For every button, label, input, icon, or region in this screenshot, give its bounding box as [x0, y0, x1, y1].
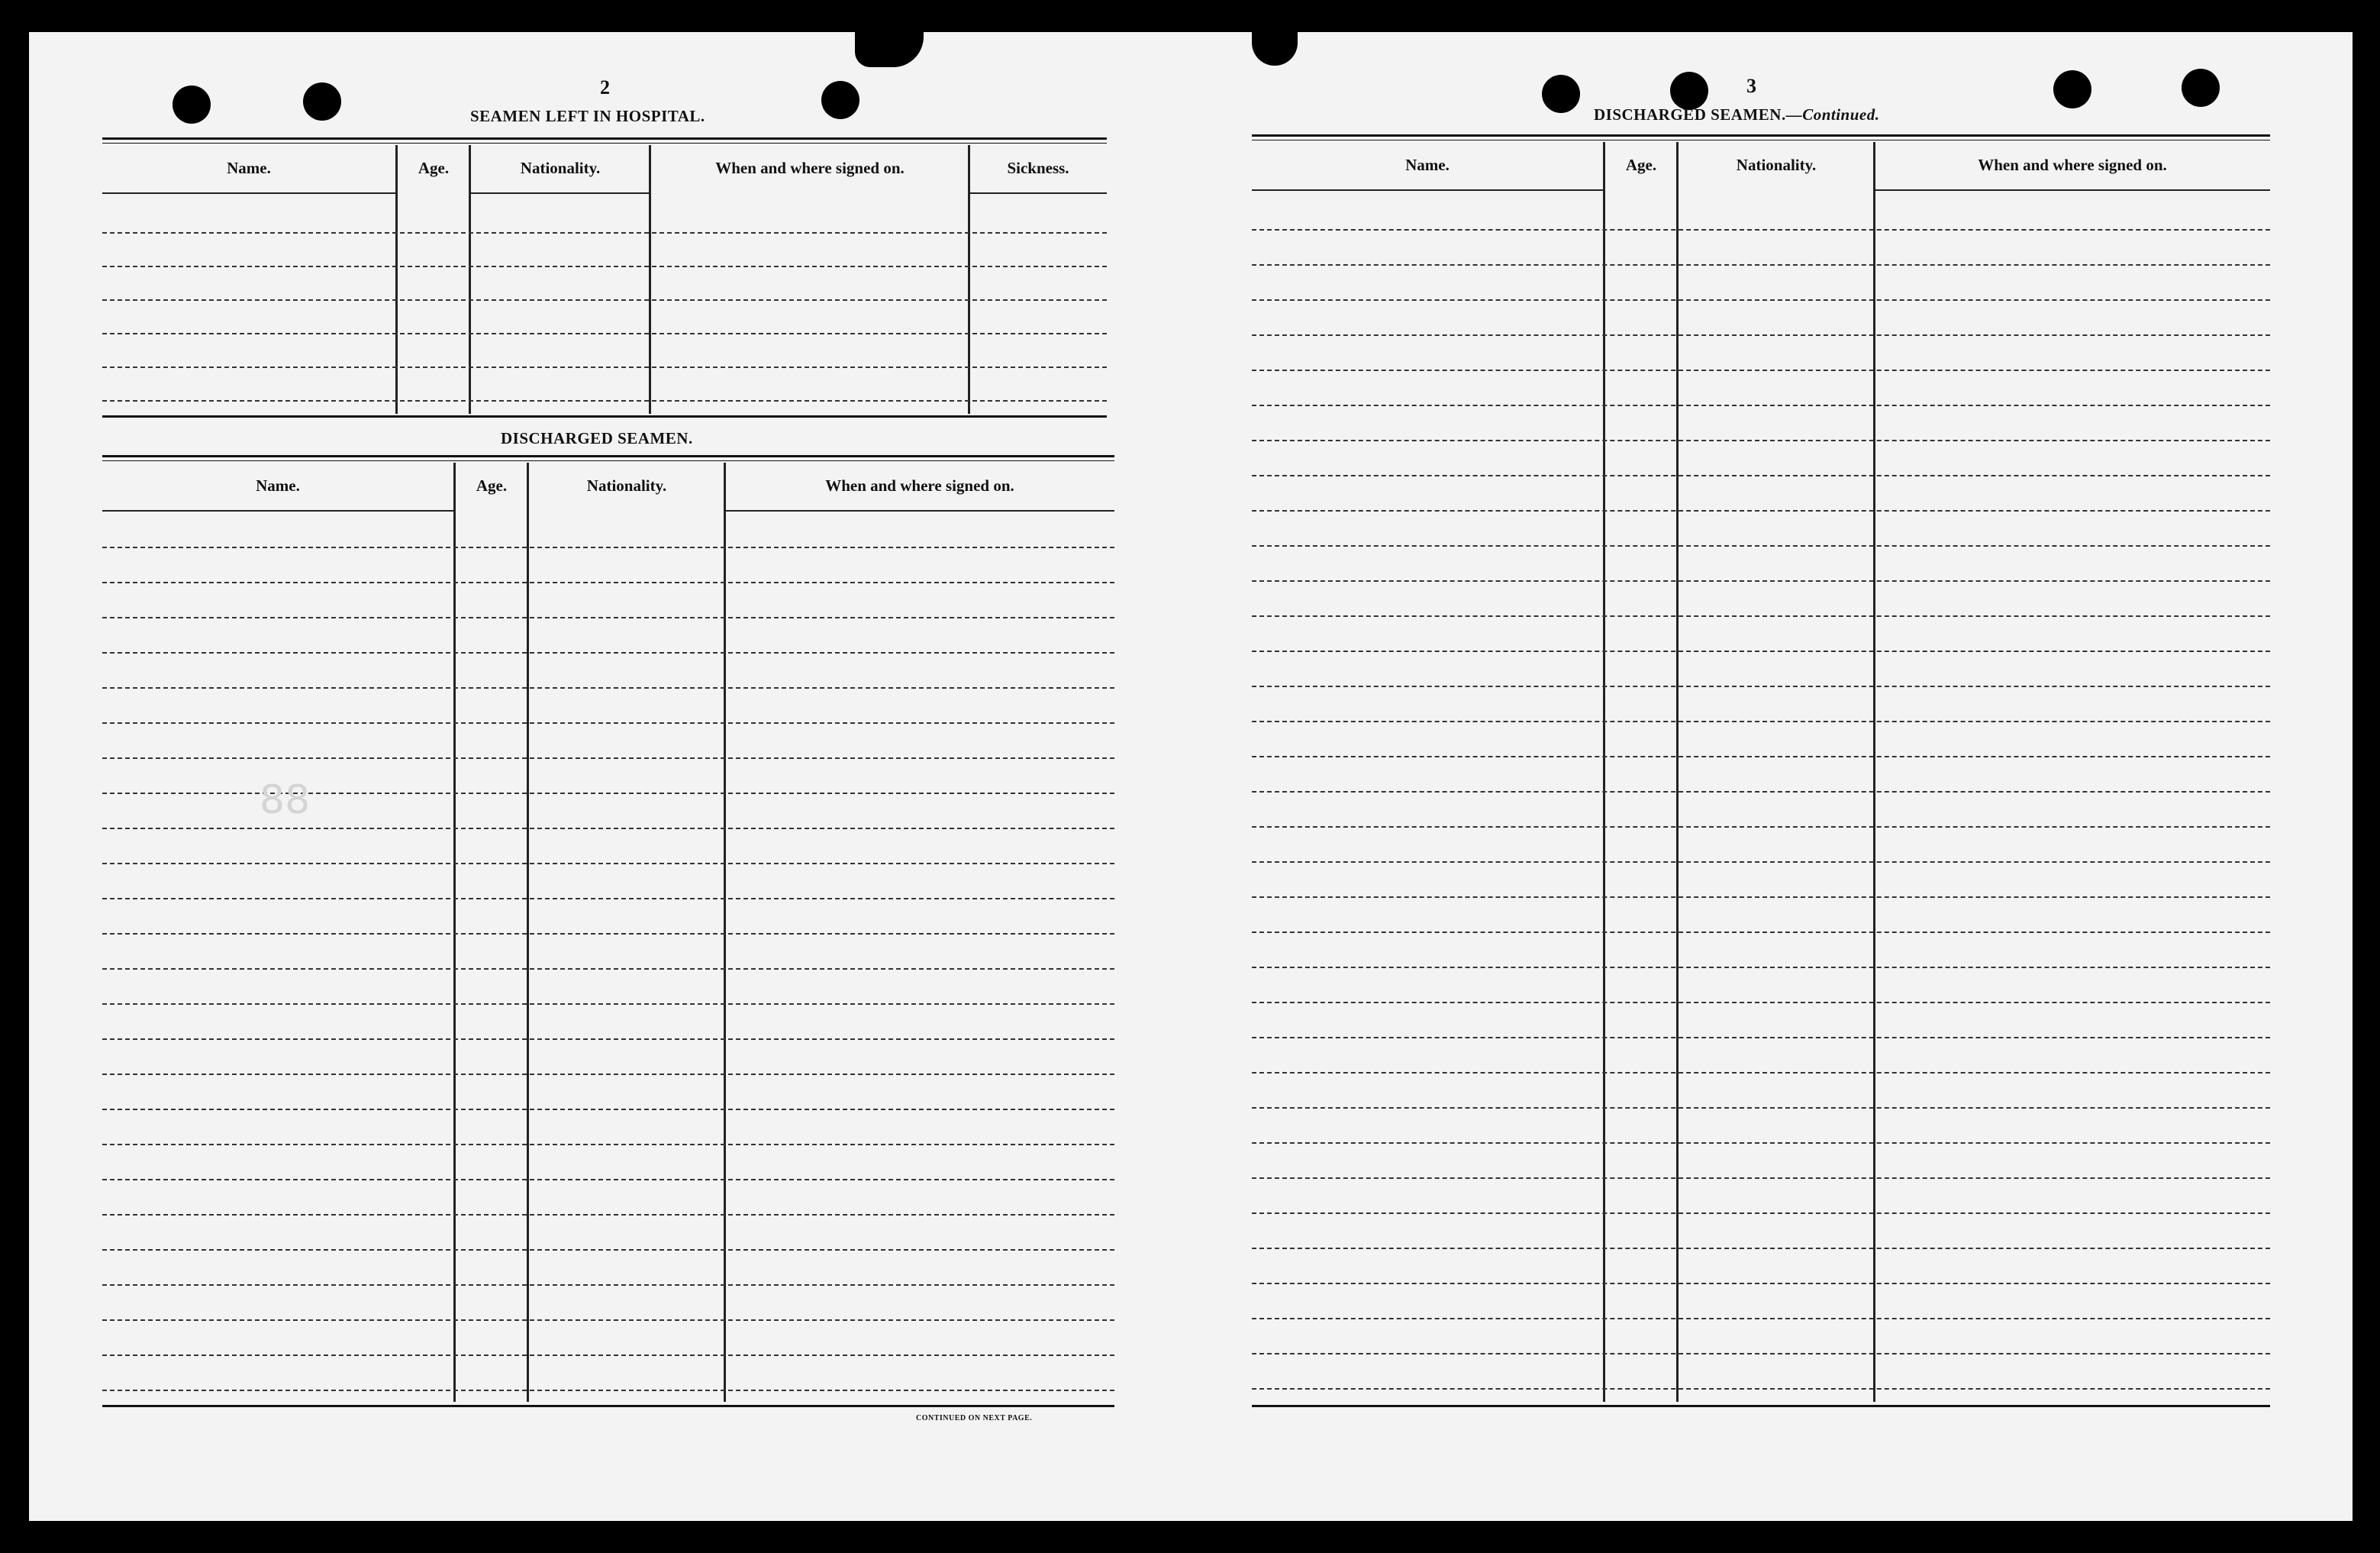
punch-hole: [1670, 72, 1708, 110]
table-row: [1252, 299, 2270, 301]
faint-stamp-mark: 88: [260, 777, 311, 823]
table-row: [1252, 791, 2270, 793]
table-row: [102, 933, 1114, 935]
table-row: [1252, 1283, 2270, 1284]
table-row: [1252, 405, 2270, 406]
table-row: [1252, 334, 2270, 336]
table-row: [102, 863, 1114, 864]
table-row: [1252, 967, 2270, 968]
table-row: [1252, 721, 2270, 722]
col-header-age: Age.: [1625, 156, 1657, 174]
table-row: [1252, 1002, 2270, 1003]
table-row: [1252, 1248, 2270, 1249]
table-row: [102, 1144, 1114, 1145]
table-row: [1252, 545, 2270, 547]
table-row: [1252, 440, 2270, 441]
table-row: [1252, 510, 2270, 512]
table-row: [1252, 229, 2270, 231]
table-row: [102, 898, 1114, 899]
punch-hole: [1542, 75, 1580, 113]
table-row: [1252, 896, 2270, 898]
col-header-nationality: Nationality.: [1736, 156, 1817, 174]
table-row: [1252, 861, 2270, 863]
table-row: [102, 547, 1114, 548]
right-section-title: [1594, 105, 1880, 124]
table-row: [102, 232, 1107, 234]
table-row: [102, 757, 1114, 759]
col-header-name: Name.: [227, 159, 271, 177]
table-row: [102, 793, 1114, 794]
col-header-age: Age.: [476, 476, 508, 495]
table-row: [102, 1179, 1114, 1180]
table-row: [1252, 1318, 2270, 1319]
table-row: [1252, 1142, 2270, 1144]
table-row: [1252, 1107, 2270, 1109]
table-row: [1252, 1037, 2270, 1038]
table-row: [102, 1038, 1114, 1040]
col-header-nationality: Nationality.: [586, 476, 667, 495]
table-row: [102, 1284, 1114, 1286]
punch-hole: [821, 81, 859, 119]
table-row: [102, 617, 1114, 618]
col-header-age: Age.: [418, 159, 450, 177]
col-header-name: Name.: [256, 476, 300, 495]
table-row: [1252, 475, 2270, 476]
col-header-name: Name.: [1405, 156, 1450, 174]
table-row: [102, 687, 1114, 689]
page-number-right: 3: [1746, 75, 1756, 97]
table-row: [102, 1003, 1114, 1005]
table-row: [102, 1074, 1114, 1075]
table-row: [102, 582, 1114, 583]
table-row: [102, 1390, 1114, 1391]
table-row: [1252, 686, 2270, 687]
hospital-section-title: SEAMEN LEFT IN HOSPITAL.: [470, 107, 705, 125]
table-row: [102, 1109, 1114, 1110]
discharged-section-title: DISCHARGED SEAMEN.: [501, 429, 693, 447]
col-header-sickness: Sickness.: [1007, 159, 1069, 177]
table-row: [102, 828, 1114, 829]
col-header-signed-on: When and where signed on.: [715, 159, 905, 177]
hospital-table: [102, 137, 1107, 420]
table-row: [1252, 826, 2270, 828]
table-row: [1252, 1177, 2270, 1179]
discharged-table-left: [102, 455, 1114, 1409]
table-row: [102, 968, 1114, 970]
table-row: [102, 1214, 1114, 1216]
table-row: [102, 299, 1107, 301]
title-main: DISCHARGED SEAMEN.: [1594, 105, 1786, 124]
table-row: [102, 652, 1114, 654]
table-row: [1252, 580, 2270, 582]
table-row: [1252, 1212, 2270, 1214]
table-row: [1252, 264, 2270, 266]
table-row: [1252, 1072, 2270, 1074]
table-row: [102, 266, 1107, 267]
continued-note: CONTINUED ON NEXT PAGE.: [916, 1414, 1033, 1422]
table-row: [102, 333, 1107, 334]
table-row: [1252, 651, 2270, 652]
col-header-signed-on: When and where signed on.: [825, 476, 1014, 495]
table-row: [102, 1354, 1114, 1356]
table-row: [1252, 756, 2270, 757]
title-continued: —Continued.: [1785, 105, 1880, 124]
table-row: [1252, 1388, 2270, 1390]
table-row: [1252, 1353, 2270, 1354]
table-row: [1252, 615, 2270, 617]
table-row: [102, 1249, 1114, 1251]
table-row: [102, 722, 1114, 724]
table-row: [102, 366, 1107, 368]
punch-hole: [2182, 69, 2220, 107]
table-row: [1252, 370, 2270, 371]
table-row: [1252, 931, 2270, 933]
table-row: [102, 400, 1107, 402]
col-header-nationality: Nationality.: [520, 159, 601, 177]
punch-hole: [303, 82, 341, 121]
table-row: [102, 1319, 1114, 1321]
punch-hole: [173, 86, 211, 124]
page-number-left: 2: [600, 76, 610, 98]
col-header-signed-on: When and where signed on.: [1978, 156, 2167, 174]
discharged-table-right: [1252, 134, 2270, 1409]
punch-hole: [2053, 70, 2091, 108]
